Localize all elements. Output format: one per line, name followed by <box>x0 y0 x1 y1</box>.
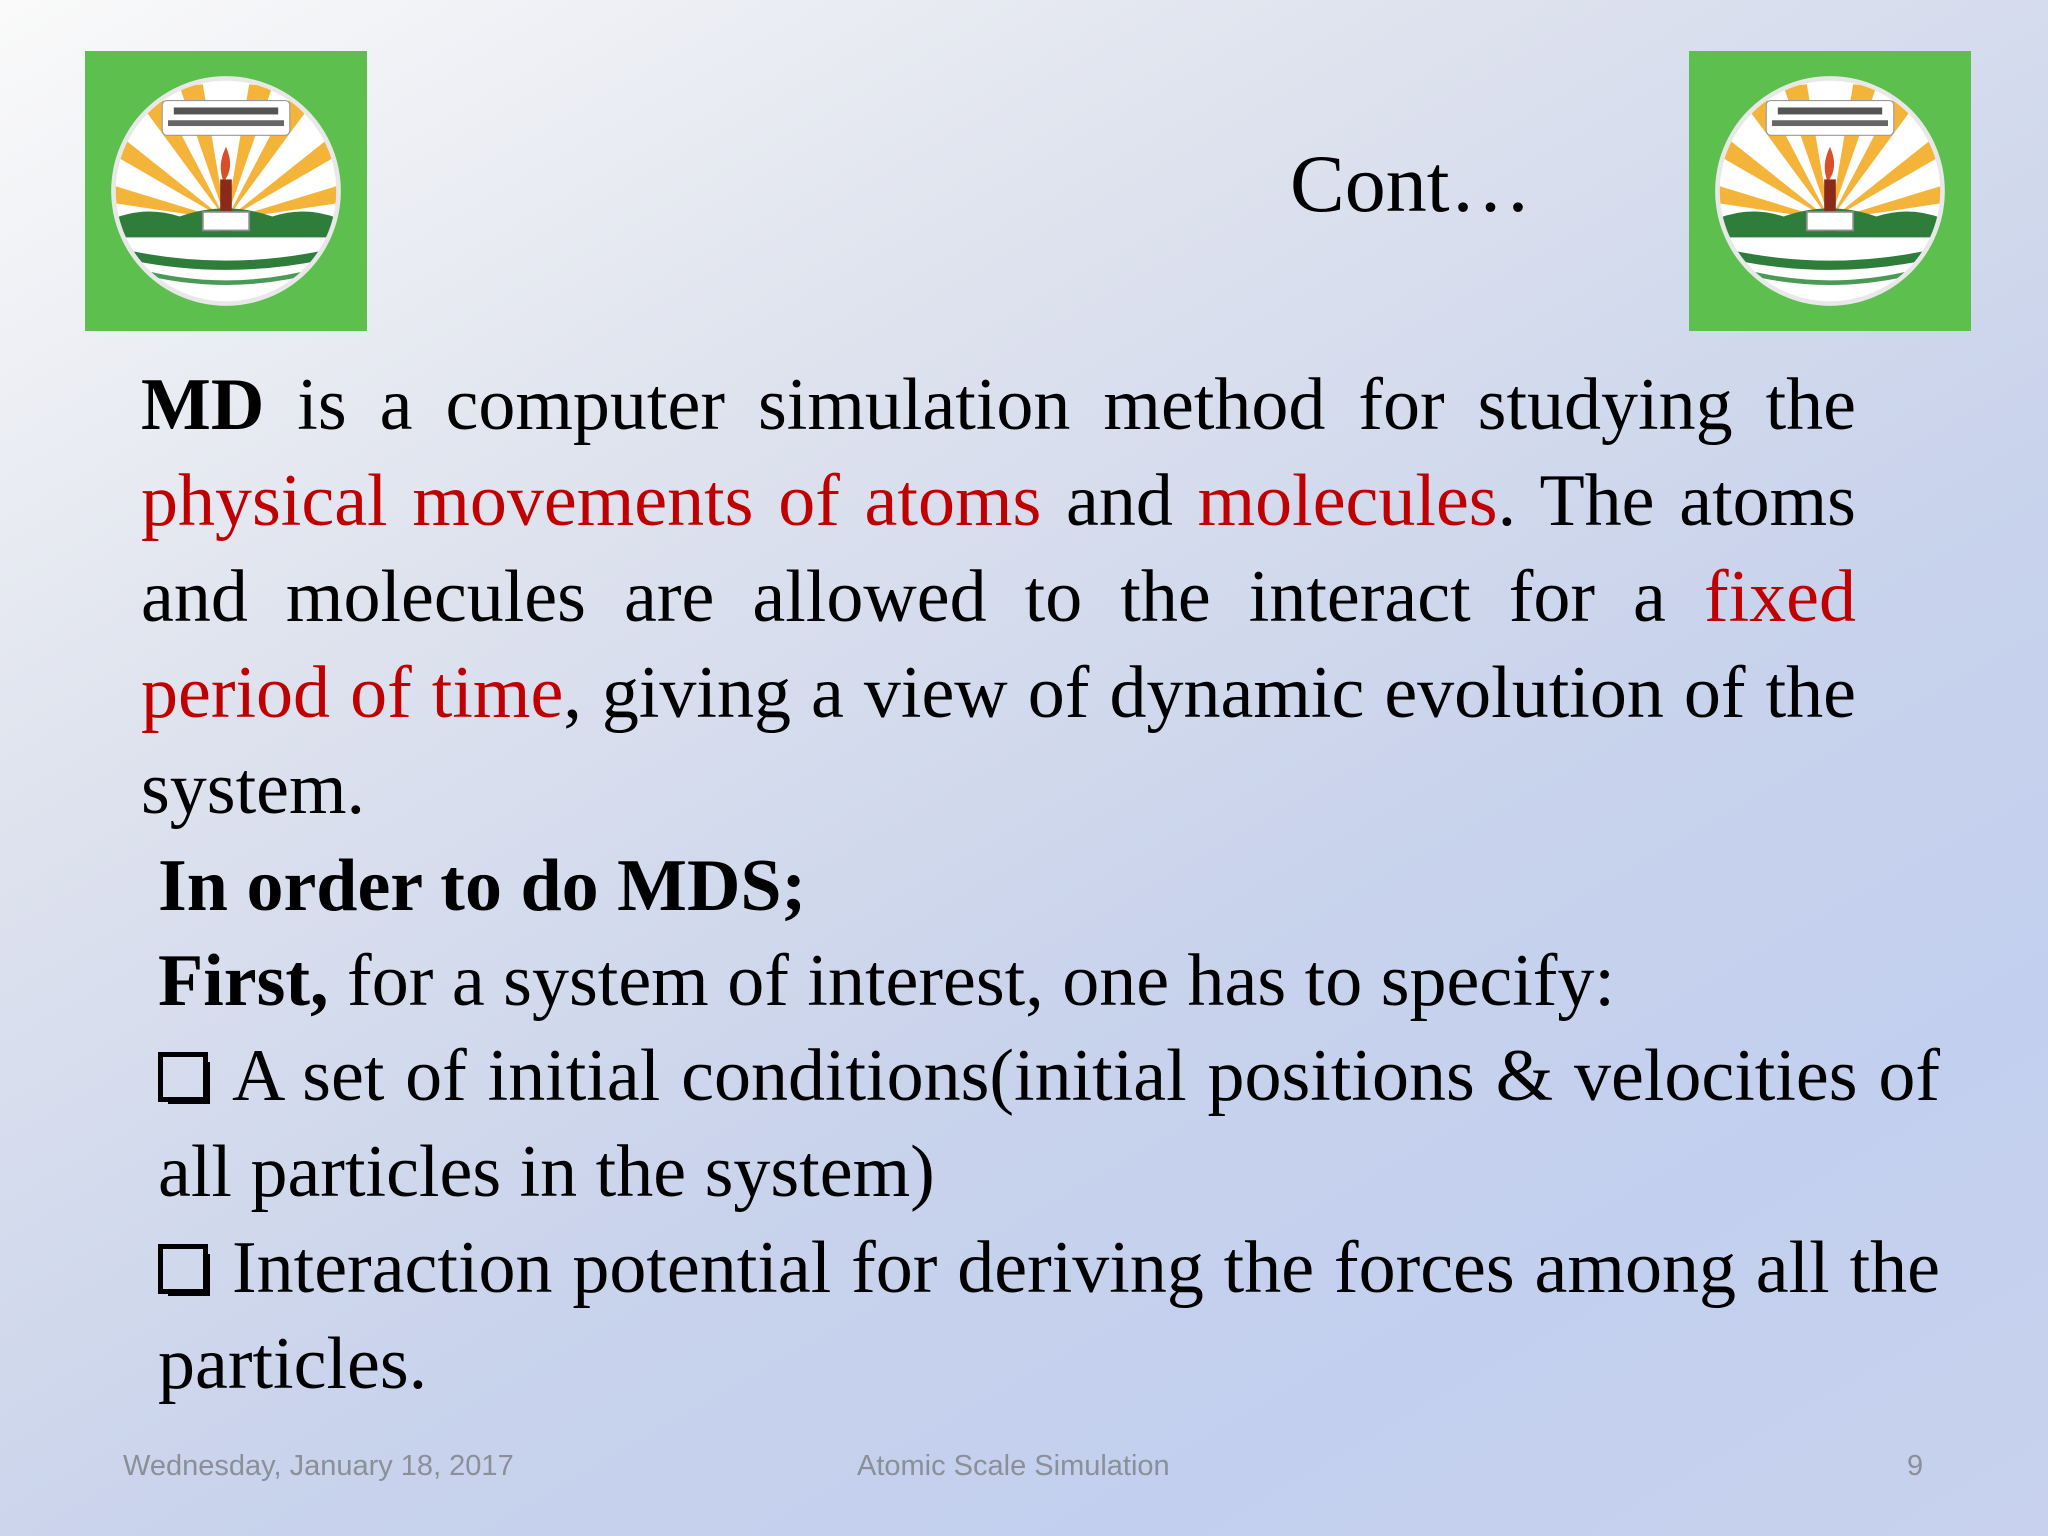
md-term: MD <box>141 364 265 446</box>
university-seal-icon <box>110 75 342 307</box>
hollow-square-bullet-icon <box>158 1244 210 1296</box>
first-text: for a system of interest, one has to specify: <box>328 940 1615 1022</box>
university-logo-left <box>85 51 367 331</box>
university-logo-right <box>1689 51 1971 331</box>
bullet-text: Interaction potential for deriving the forces among all the particles. <box>158 1227 1940 1405</box>
list-item <box>158 1220 1940 1412</box>
paragraph-text: . The atoms and molecules are allowed to the interact for a <box>141 460 1856 638</box>
footer-title: Atomic Scale Simulation <box>857 1450 1170 1482</box>
hollow-square-bullet-icon <box>158 1052 210 1104</box>
list-item <box>158 1028 1940 1220</box>
slide-title: Cont… <box>1290 138 1532 229</box>
first-label: First, <box>158 940 329 1022</box>
highlight-physical-movements: physical movements of atoms <box>141 460 1042 542</box>
md-definition-paragraph <box>141 357 1856 837</box>
page-number: 9 <box>1907 1450 1924 1482</box>
paragraph-text: and <box>1041 460 1198 542</box>
bullet-text: A set of initial conditions(initial positions & velocities of all particles in the system) <box>158 1035 1940 1213</box>
mds-heading: In order to do MDS; <box>158 845 807 927</box>
paragraph-text: is a computer simulation method for studying the <box>264 364 1856 446</box>
highlight-molecules: molecules <box>1197 460 1498 542</box>
paragraph-text: , giving a view of dynamic evolution of the system. <box>141 652 1856 830</box>
university-seal-icon <box>1714 75 1946 307</box>
footer-date: Wednesday, January 18, 2017 <box>123 1450 514 1482</box>
first-statement <box>158 933 1940 1029</box>
requirements-list <box>158 1028 1940 1412</box>
highlight-fixed-period: fixed period of time <box>141 556 1856 734</box>
